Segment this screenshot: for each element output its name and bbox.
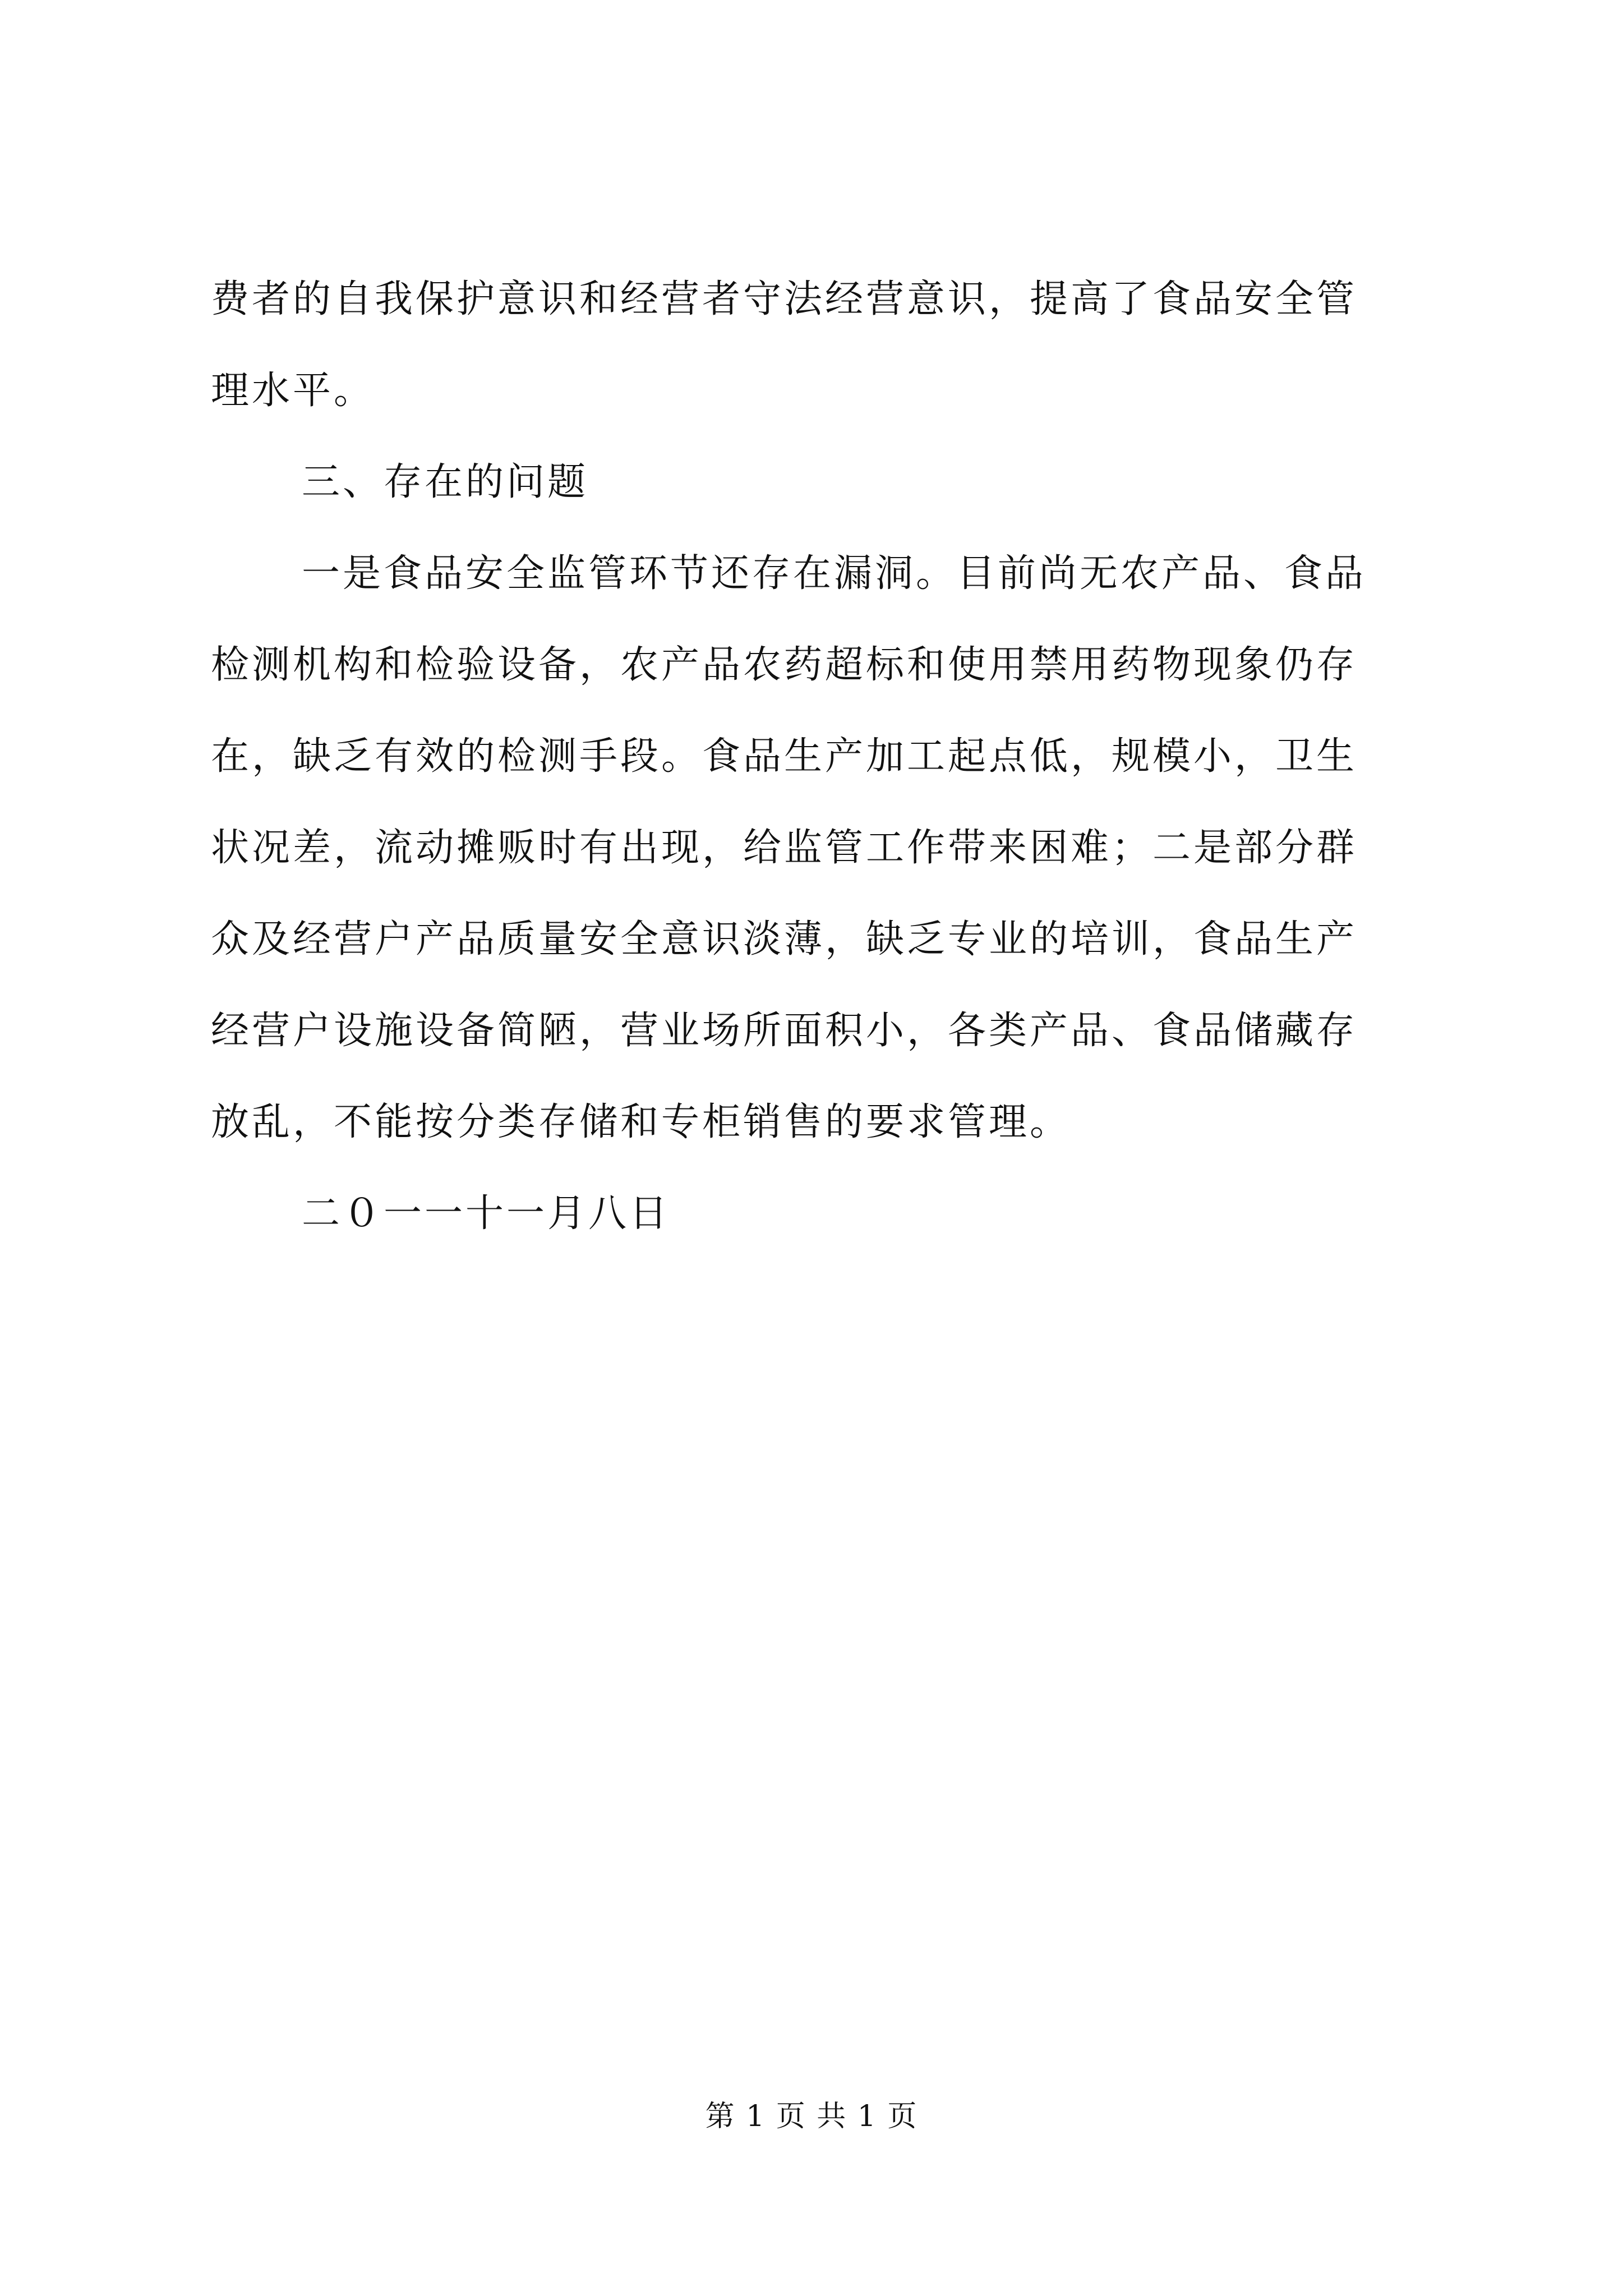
paragraph-line: 检测机构和检验设备，农产品农药超标和使用禁用药物现象仍存: [211, 643, 1358, 687]
paragraph-line: 一是食品安全监管环节还存在漏洞。目前尚无农产品、食品: [302, 551, 1367, 596]
paragraph-line: 众及经营户产品质量安全意识淡薄，缺乏专业的培训，食品生产: [211, 917, 1358, 961]
page-footer: [0, 2097, 1623, 2136]
document-date: 二０一一十一月八日: [302, 1191, 671, 1236]
document-body: [211, 254, 1417, 1259]
paragraph-line: 放乱，不能按分类存储和专柜销售的要求管理。: [211, 1100, 1071, 1144]
paragraph-line: 状况差，流动摊贩时有出现，给监管工作带来困难；二是部分群: [211, 826, 1358, 870]
section-heading: 三、存在的问题: [302, 460, 589, 504]
paragraph-line: 在，缺乏有效的检测手段。食品生产加工起点低，规模小，卫生: [211, 734, 1358, 779]
paragraph-line: 经营户设施设备简陋，营业场所面积小，各类产品、食品储藏存: [211, 1009, 1358, 1053]
page-number-label: 第 1 页 共 1 页: [705, 2100, 918, 2133]
paragraph-line: 理水平。: [211, 369, 375, 413]
paragraph-line: 费者的自我保护意识和经营者守法经营意识，提高了食品安全管: [211, 277, 1358, 321]
